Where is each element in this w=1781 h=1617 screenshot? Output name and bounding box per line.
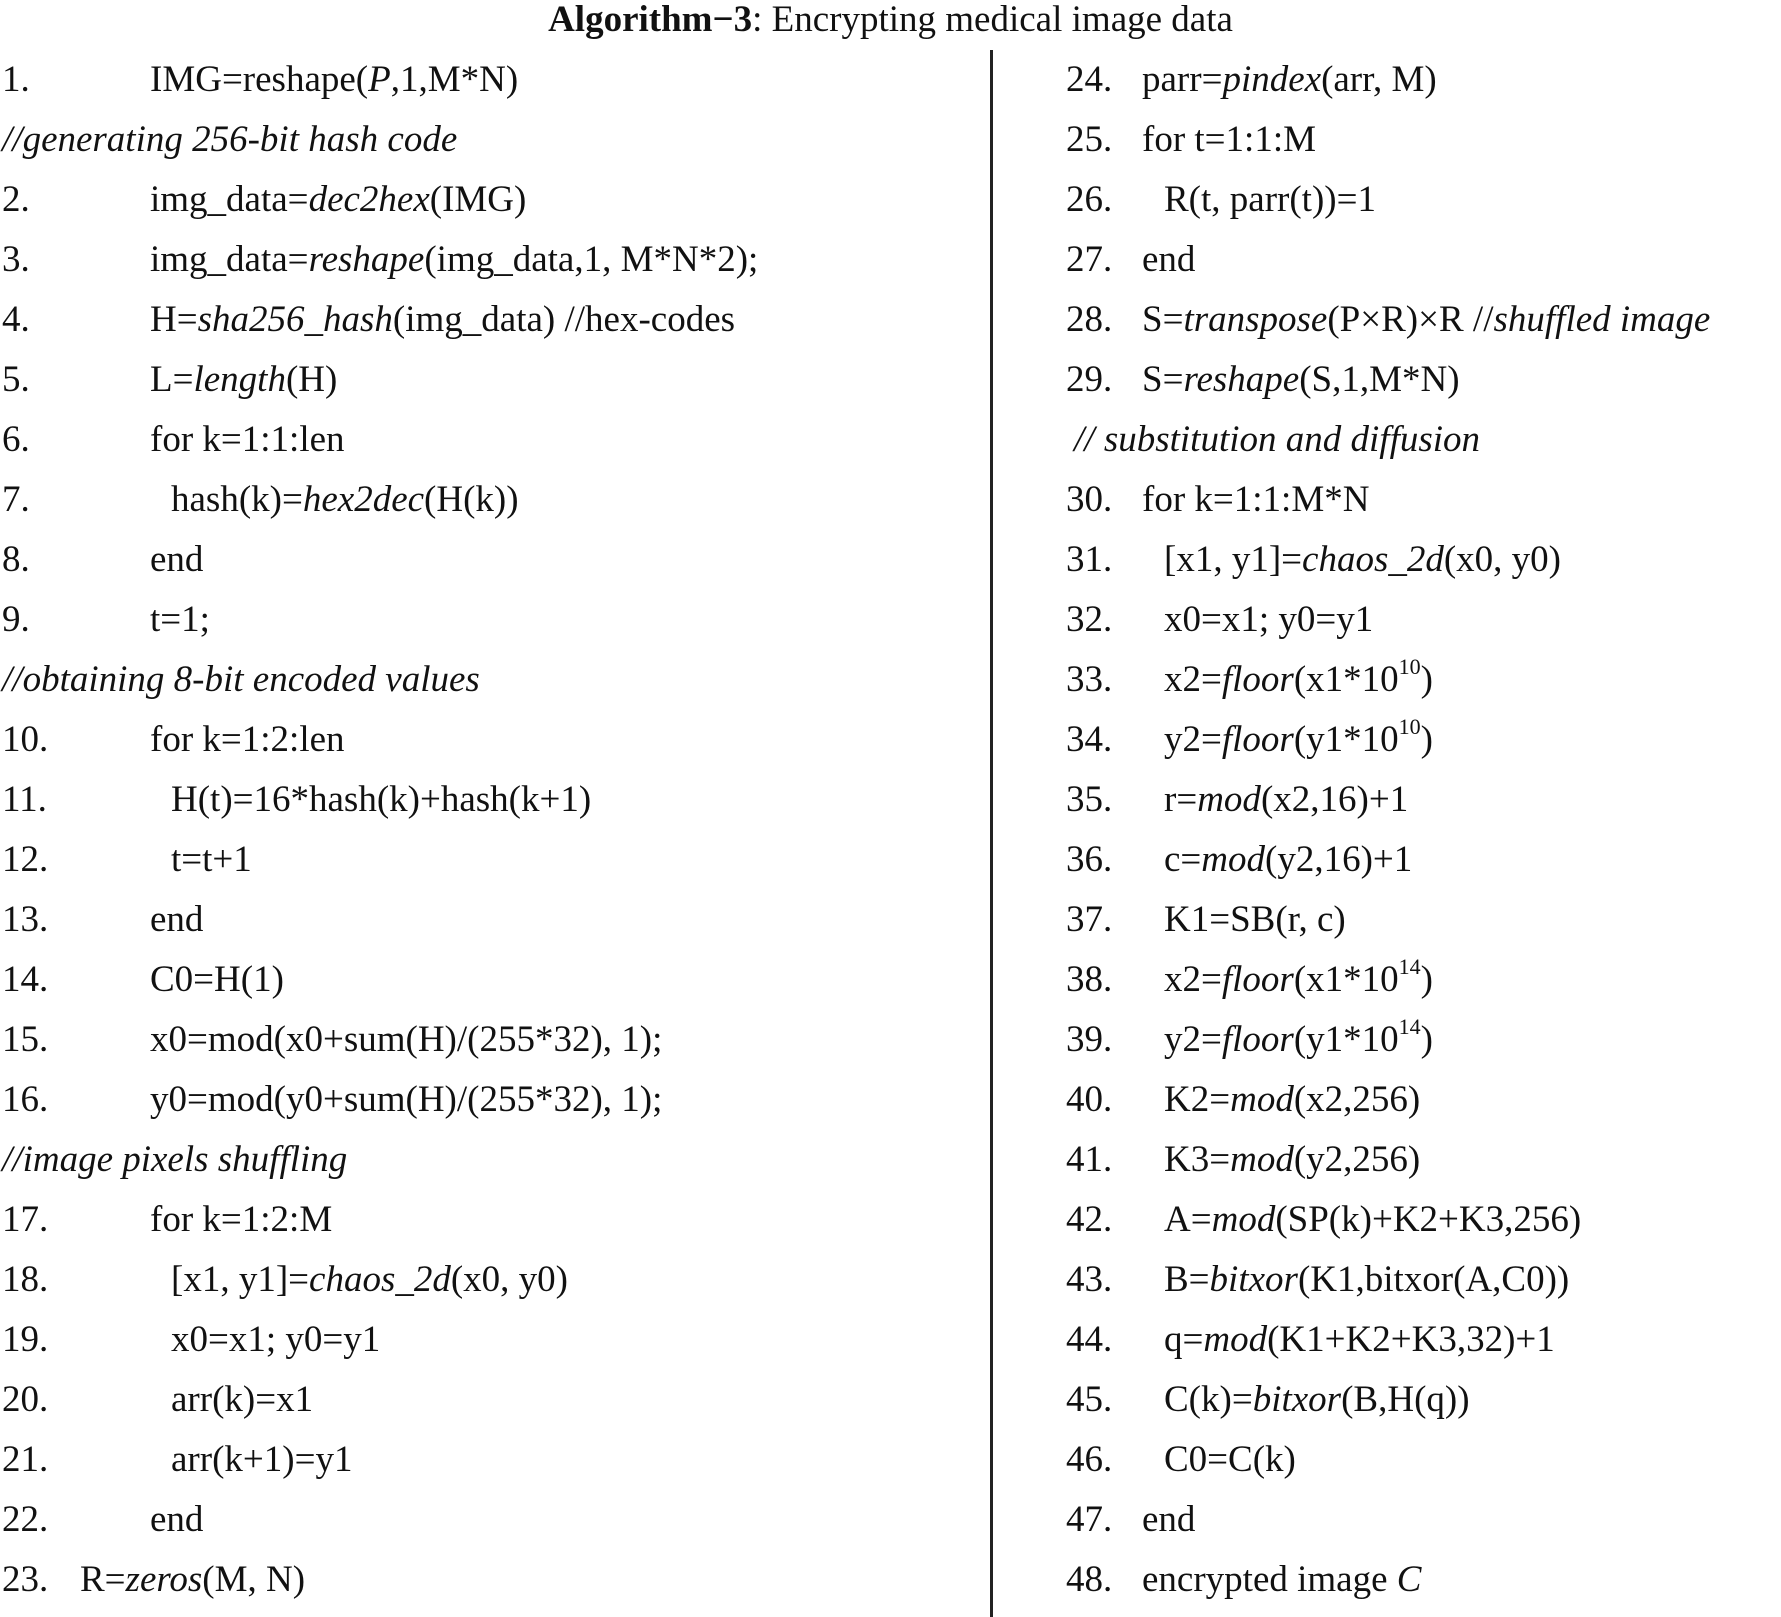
code-statement: [x1, y1]=chaos_2d(x0, y0) [171, 1259, 568, 1300]
code-line-44 [1000, 1310, 1781, 1370]
code-line-17 [0, 1190, 985, 1250]
code-line-8 [0, 530, 985, 590]
line-number: 35. [1066, 779, 1113, 820]
line-number: 20. [2, 1379, 49, 1420]
code-line-4 [0, 290, 985, 350]
line-number: 16. [2, 1079, 49, 1120]
code-line-39 [1000, 1010, 1781, 1070]
comment-line [0, 1130, 985, 1190]
code-statement: parr=pindex(arr, M) [1142, 59, 1437, 100]
line-number: 47. [1066, 1499, 1113, 1540]
line-number: 48. [1066, 1559, 1113, 1600]
line-number: 40. [1066, 1079, 1113, 1120]
code-line-28 [1000, 290, 1781, 350]
code-line-18 [0, 1250, 985, 1310]
code-statement: $y2=floor(y1*10^{10})$ [1164, 713, 1433, 760]
code-line-31 [1000, 530, 1781, 590]
line-number: 19. [2, 1319, 49, 1360]
code-statement: q=mod(K1+K2+K3,32)+1 [1164, 1319, 1555, 1360]
algorithm-caption: : Encrypting medical image data [752, 0, 1233, 40]
code-statement: end [1142, 239, 1196, 280]
code-statement: x0=x1; y0=y1 [171, 1319, 381, 1360]
line-number: 38. [1066, 959, 1113, 1000]
code-line-3 [0, 230, 985, 290]
code-statement: end [150, 539, 204, 580]
code-statement: for t=1:1:M [1142, 119, 1316, 160]
code-line-1 [0, 50, 985, 110]
code-statement: for k=1:2:len [150, 719, 345, 760]
code-statement: $x2=floor(x1*10^{14})$ [1164, 953, 1433, 1000]
code-line-5 [0, 350, 985, 410]
comment-text: //obtaining 8-bit encoded values [2, 659, 480, 700]
line-number: 24. [1066, 59, 1113, 100]
comment-text: // substitution and diffusion [1074, 419, 1481, 460]
code-statement: $y2=floor(y1*10^{14})$ [1164, 1013, 1433, 1060]
comment-text: //image pixels shuffling [2, 1139, 348, 1180]
line-number: 32. [1066, 599, 1113, 640]
code-line-38 [1000, 950, 1781, 1010]
code-line-16 [0, 1070, 985, 1130]
line-number: 33. [1066, 659, 1113, 700]
code-statement: $x2=floor(x1*10^{10})$ [1164, 653, 1433, 700]
code-statement: H(t)=16*hash(k)+hash(k+1) [171, 779, 592, 820]
line-number: 11. [2, 779, 47, 820]
line-number: 42. [1066, 1199, 1113, 1240]
code-statement: img_data=reshape(img_data,1, M*N*2); [150, 239, 759, 280]
code-statement: for k=1:1:len [150, 419, 345, 460]
code-line-29 [1000, 350, 1781, 410]
line-number: 13. [2, 899, 49, 940]
code-line-37 [1000, 890, 1781, 950]
line-number: 2. [2, 179, 30, 220]
code-line-27 [1000, 230, 1781, 290]
code-line-22 [0, 1490, 985, 1550]
code-statement: for k=1:2:M [150, 1199, 333, 1240]
code-statement: t=1; [150, 599, 210, 640]
line-number: 6. [2, 419, 30, 460]
code-line-46 [1000, 1430, 1781, 1490]
code-line-10 [0, 710, 985, 770]
code-line-26 [1000, 170, 1781, 230]
line-number: 10. [2, 719, 49, 760]
code-statement: img_data=dec2hex(IMG) [150, 179, 527, 220]
line-number: 21. [2, 1439, 49, 1480]
algorithm-title [0, 0, 1781, 44]
comment-line [0, 110, 985, 170]
line-number: 39. [1066, 1019, 1113, 1060]
line-number: 22. [2, 1499, 49, 1540]
code-line-34 [1000, 710, 1781, 770]
column-divider [990, 50, 993, 1617]
line-number: 23. [2, 1559, 49, 1600]
line-number: 7. [2, 479, 30, 520]
code-statement: [x1, y1]=chaos_2d(x0, y0) [1164, 539, 1561, 580]
line-number: 8. [2, 539, 30, 580]
code-statement: IMG=reshape(P,1,M*N) [150, 59, 519, 100]
code-statement: L=length(H) [150, 359, 338, 400]
line-number: 41. [1066, 1139, 1113, 1180]
left-column [0, 50, 985, 1610]
code-statement: hash(k)=hex2dec(H(k)) [171, 479, 519, 520]
line-number: 14. [2, 959, 49, 1000]
code-statement: x0=mod(x0+sum(H)/(255*32), 1); [150, 1019, 663, 1060]
line-number: 46. [1066, 1439, 1113, 1480]
code-statement: for k=1:1:M*N [1142, 479, 1370, 520]
line-number: 45. [1066, 1379, 1113, 1420]
line-number: 18. [2, 1259, 49, 1300]
code-statement: t=t+1 [171, 839, 252, 880]
line-number: 43. [1066, 1259, 1113, 1300]
code-line-48 [1000, 1550, 1781, 1610]
code-statement: x0=x1; y0=y1 [1164, 599, 1374, 640]
line-number: 25. [1066, 119, 1113, 160]
code-statement: arr(k+1)=y1 [171, 1439, 353, 1480]
code-statement: R(t, parr(t))=1 [1164, 179, 1376, 220]
code-statement: A=mod(SP(k)+K2+K3,256) [1164, 1199, 1582, 1240]
code-line-20 [0, 1370, 985, 1430]
code-line-36 [1000, 830, 1781, 890]
code-statement: H=sha256_hash(img_data) //hex-codes [150, 299, 736, 340]
code-line-6 [0, 410, 985, 470]
code-statement: end [1142, 1499, 1196, 1540]
code-line-2 [0, 170, 985, 230]
right-column [1000, 50, 1781, 1610]
comment-line [1000, 410, 1781, 470]
code-line-11 [0, 770, 985, 830]
code-line-30 [1000, 470, 1781, 530]
code-line-43 [1000, 1250, 1781, 1310]
line-number: 12. [2, 839, 49, 880]
code-statement: end [150, 899, 204, 940]
code-statement: C(k)=bitxor(B,H(q)) [1164, 1379, 1470, 1420]
line-number: 9. [2, 599, 30, 640]
code-line-45 [1000, 1370, 1781, 1430]
comment-text: //generating 256-bit hash code [2, 119, 458, 160]
code-line-21 [0, 1430, 985, 1490]
code-statement: R=zeros(M, N) [80, 1559, 306, 1600]
line-number: 27. [1066, 239, 1113, 280]
line-number: 37. [1066, 899, 1113, 940]
line-number: 44. [1066, 1319, 1113, 1360]
algorithm-label: Algorithm−3 [548, 0, 753, 40]
line-number: 28. [1066, 299, 1113, 340]
line-number: 36. [1066, 839, 1113, 880]
code-statement: end [150, 1499, 204, 1540]
code-statement: c=mod(y2,16)+1 [1164, 839, 1413, 880]
line-number: 34. [1066, 719, 1113, 760]
code-statement: C0=H(1) [150, 959, 284, 1000]
code-line-25 [1000, 110, 1781, 170]
line-number: 31. [1066, 539, 1113, 580]
code-statement: r=mod(x2,16)+1 [1164, 779, 1409, 820]
code-line-33 [1000, 650, 1781, 710]
code-statement: encrypted image C [1142, 1559, 1422, 1600]
code-line-12 [0, 830, 985, 890]
line-number: 5. [2, 359, 30, 400]
code-line-40 [1000, 1070, 1781, 1130]
code-statement: y0=mod(y0+sum(H)/(255*32), 1); [150, 1079, 663, 1120]
code-line-15 [0, 1010, 985, 1070]
code-statement: C0=C(k) [1164, 1439, 1296, 1480]
line-number: 26. [1066, 179, 1113, 220]
code-line-35 [1000, 770, 1781, 830]
line-number: 1. [2, 59, 30, 100]
comment-line [0, 650, 985, 710]
code-statement: K1=SB(r, c) [1164, 899, 1346, 940]
code-statement: B=bitxor(K1,bitxor(A,C0)) [1164, 1259, 1570, 1300]
code-line-41 [1000, 1130, 1781, 1190]
code-statement: S=reshape(S,1,M*N) [1142, 359, 1460, 400]
line-number: 15. [2, 1019, 49, 1060]
code-line-32 [1000, 590, 1781, 650]
line-number: 4. [2, 299, 30, 340]
code-line-9 [0, 590, 985, 650]
code-statement: K2=mod(x2,256) [1164, 1079, 1421, 1120]
code-statement: arr(k)=x1 [171, 1379, 314, 1420]
code-line-23 [0, 1550, 985, 1610]
line-number: 30. [1066, 479, 1113, 520]
line-number: 17. [2, 1199, 49, 1240]
code-line-24 [1000, 50, 1781, 110]
line-number: 3. [2, 239, 30, 280]
code-statement: S=transpose(P×R)×R //shuffled image [1142, 299, 1711, 340]
line-number: 29. [1066, 359, 1113, 400]
code-statement: K3=mod(y2,256) [1164, 1139, 1421, 1180]
code-line-19 [0, 1310, 985, 1370]
code-line-13 [0, 890, 985, 950]
code-line-14 [0, 950, 985, 1010]
code-line-47 [1000, 1490, 1781, 1550]
code-line-7 [0, 470, 985, 530]
code-line-42 [1000, 1190, 1781, 1250]
